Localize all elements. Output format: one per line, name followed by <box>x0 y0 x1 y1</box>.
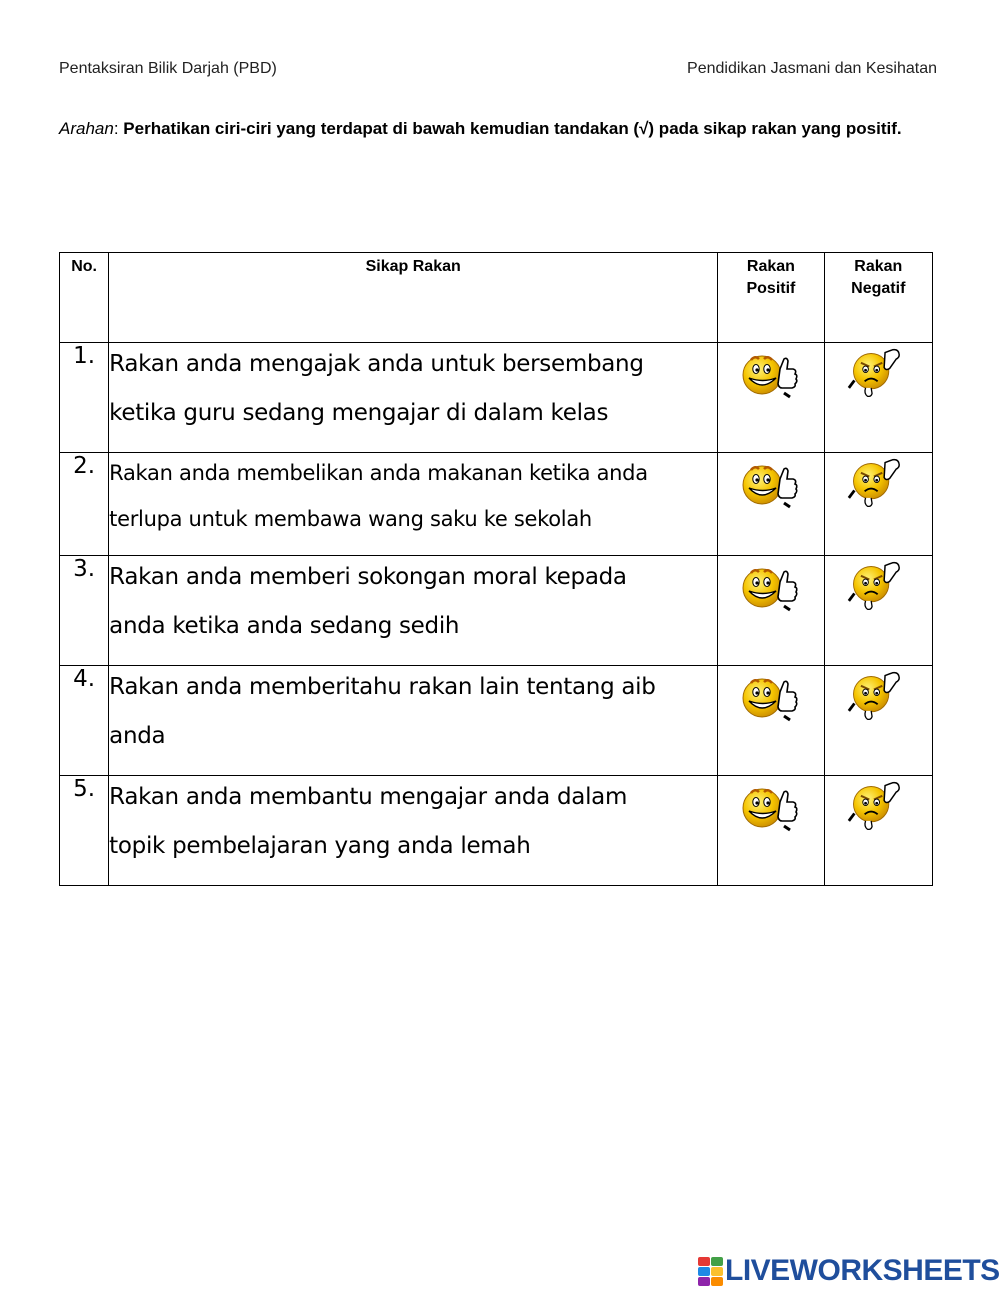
table-row <box>60 453 933 556</box>
row-text-line1: Rakan anda mengajak anda untuk bersembang <box>109 351 644 377</box>
row-text-line1: Rakan anda memberitahu rakan lain tentang aib <box>109 674 656 700</box>
negative-cell[interactable] <box>824 453 932 556</box>
row-number: 4. <box>60 666 109 776</box>
header-positif-line1: Rakan <box>746 258 795 275</box>
table-header-row <box>60 253 933 343</box>
header-right: Pendidikan Jasmani dan Kesihatan <box>687 60 937 77</box>
thumbs-up-smiley-icon[interactable] <box>740 780 800 832</box>
positive-cell[interactable] <box>718 343 824 453</box>
liveworksheets-mark-icon <box>698 1257 722 1285</box>
row-text-line1: Rakan anda membelikan anda makanan ketika anda <box>109 461 648 485</box>
instruction: Arahan: Perhatikan ciri-ciri yang terdapat di bawah kemudian tandakan (√) pada sikap rakan yang positif. <box>59 119 902 138</box>
positive-cell[interactable] <box>718 666 824 776</box>
logo-text: LIVEWORKSHEETS <box>725 1254 1000 1287</box>
header-sikap: Sikap Rakan <box>109 253 718 343</box>
positive-cell[interactable] <box>718 776 824 886</box>
thumbs-down-frown-icon[interactable] <box>843 670 903 722</box>
header-left: Pentaksiran Bilik Darjah (PBD) <box>59 60 277 77</box>
row-number: 2. <box>60 453 109 556</box>
thumbs-up-smiley-icon[interactable] <box>740 670 800 722</box>
instruction-label: Arahan <box>59 119 114 138</box>
attitude-table <box>59 252 933 886</box>
table-row <box>60 776 933 886</box>
row-number: 1. <box>60 343 109 453</box>
row-text-line1: Rakan anda membantu mengajar anda dalam <box>109 784 628 810</box>
negative-cell[interactable] <box>824 556 932 666</box>
positive-cell[interactable] <box>718 453 824 556</box>
table-row <box>60 343 933 453</box>
row-text-line2: anda ketika anda sedang sedih <box>109 613 460 639</box>
negative-cell[interactable] <box>824 343 932 453</box>
row-number: 5. <box>60 776 109 886</box>
table-row <box>60 556 933 666</box>
row-text-line2: ketika guru sedang mengajar di dalam kelas <box>109 400 609 426</box>
row-text <box>109 453 718 556</box>
positive-cell[interactable] <box>718 556 824 666</box>
header-negatif-line2: Negatif <box>851 280 906 297</box>
negative-cell[interactable] <box>824 666 932 776</box>
negative-cell[interactable] <box>824 776 932 886</box>
thumbs-up-smiley-icon[interactable] <box>740 457 800 509</box>
header-positif-line2: Positif <box>746 280 796 297</box>
header-negatif-line1: Rakan <box>854 258 903 275</box>
row-text <box>109 776 718 886</box>
row-text <box>109 666 718 776</box>
instruction-text: Perhatikan ciri-ciri yang terdapat di bawah kemudian tandakan (√) pada sikap rakan yang positif. <box>123 119 902 138</box>
thumbs-up-smiley-icon[interactable] <box>740 560 800 612</box>
thumbs-down-frown-icon[interactable] <box>843 347 903 399</box>
row-text <box>109 556 718 666</box>
header-positif <box>718 253 824 343</box>
thumbs-down-frown-icon[interactable] <box>843 560 903 612</box>
thumbs-down-frown-icon[interactable] <box>843 780 903 832</box>
row-text-line2: anda <box>109 723 166 749</box>
row-text-line2: terlupa untuk membawa wang saku ke sekolah <box>109 507 592 531</box>
row-text <box>109 343 718 453</box>
table-row <box>60 666 933 776</box>
header-no: No. <box>60 253 109 343</box>
thumbs-down-frown-icon[interactable] <box>843 457 903 509</box>
header-negatif <box>824 253 932 343</box>
row-number: 3. <box>60 556 109 666</box>
row-text-line1: Rakan anda memberi sokongan moral kepada <box>109 564 627 590</box>
row-text-line2: topik pembelajaran yang anda lemah <box>109 833 531 859</box>
liveworksheets-logo[interactable] <box>698 1254 1000 1288</box>
thumbs-up-smiley-icon[interactable] <box>740 347 800 399</box>
